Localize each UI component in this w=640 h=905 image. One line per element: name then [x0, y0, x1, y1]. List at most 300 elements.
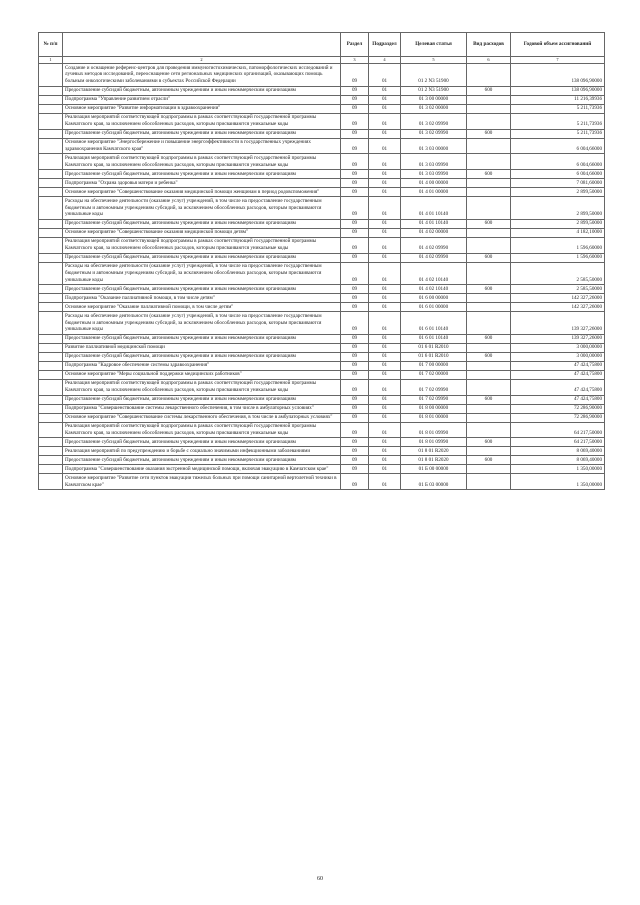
- cell-name: Основное мероприятие "Совершенствование оказания медицинской помощи детям": [63, 228, 341, 237]
- cell-statya: 01 4 02 10140: [401, 262, 467, 285]
- cell-podrazdel: 01: [369, 219, 401, 228]
- cell-sum: 3 000,00000: [511, 343, 605, 352]
- cell-podrazdel: 01: [369, 465, 401, 474]
- cell-sum: 8 069,40000: [511, 456, 605, 465]
- cell-vid: [467, 237, 511, 253]
- cell-podrazdel: 01: [369, 361, 401, 370]
- cell-number: [39, 312, 63, 335]
- cell-sum: 7 081,60000: [511, 179, 605, 188]
- cell-name: Основное мероприятие "Энергосбережение и повышение энергоэффективности в государственных учреждениях здравоохранения Камчатского края": [63, 138, 341, 154]
- cell-razdel: 09: [341, 154, 369, 170]
- cell-vid: 600: [467, 395, 511, 404]
- cell-vid: 600: [467, 285, 511, 294]
- cell-razdel: 09: [341, 113, 369, 129]
- cell-statya: 01 4 02 09990: [401, 237, 467, 253]
- cell-number: [39, 113, 63, 129]
- cell-name: Предоставление субсидий бюджетным, автономным учреждениям и иным некоммерческим организациям: [63, 438, 341, 447]
- cell-vid: 600: [467, 219, 511, 228]
- cell-podrazdel: 01: [369, 422, 401, 438]
- table-row: [39, 312, 605, 335]
- table-row: [39, 285, 605, 294]
- table-row: [39, 422, 605, 438]
- cell-number: [39, 361, 63, 370]
- table-row: [39, 197, 605, 220]
- cell-number: [39, 422, 63, 438]
- header-number: № п/п: [39, 33, 63, 57]
- header-sum: Годовой объем ассигнований: [511, 33, 605, 57]
- cell-podrazdel: 01: [369, 404, 401, 413]
- cell-number: [39, 303, 63, 312]
- cell-number: [39, 343, 63, 352]
- cell-number: [39, 413, 63, 422]
- cell-podrazdel: 01: [369, 413, 401, 422]
- cell-statya: 01 3 02 09990: [401, 113, 467, 129]
- cell-statya: 01 4 01 10140: [401, 197, 467, 220]
- cell-number: [39, 474, 63, 490]
- cell-vid: 600: [467, 170, 511, 179]
- cell-number: [39, 438, 63, 447]
- cell-podrazdel: 01: [369, 352, 401, 361]
- cell-sum: 6 004,66000: [511, 170, 605, 179]
- cell-name: Предоставление субсидий бюджетным, автономным учреждениям и иным некоммерческим организациям: [63, 395, 341, 404]
- cell-razdel: 09: [341, 129, 369, 138]
- cell-name: Предоставление субсидий бюджетным, автономным учреждениям и иным некоммерческим организациям: [63, 129, 341, 138]
- cell-name: Подпрограмма "Оказание паллиативной помощи, в том числе детям": [63, 294, 341, 303]
- cell-sum: 1 596,60000: [511, 237, 605, 253]
- cell-sum: 2 585,50000: [511, 262, 605, 285]
- cell-number: [39, 228, 63, 237]
- cell-name: Основное мероприятие "Оказание паллиативной помощи, в том числе детям": [63, 303, 341, 312]
- table-row: [39, 370, 605, 379]
- cell-vid: [467, 188, 511, 197]
- cell-number: [39, 64, 63, 87]
- cell-vid: [467, 370, 511, 379]
- cell-name: Реализация мероприятий соответствующей подпрограммы в рамках соответствующей государственной программы Камчатского края, за исключением обособленных расходов, которым присваиваются уникальные коды: [63, 154, 341, 170]
- cell-podrazdel: 01: [369, 312, 401, 335]
- cell-sum: 2 899,50000: [511, 219, 605, 228]
- column-numbers-row: [39, 57, 605, 64]
- cell-number: [39, 170, 63, 179]
- page-number: 60: [317, 876, 323, 882]
- cell-vid: [467, 154, 511, 170]
- cell-number: [39, 404, 63, 413]
- cell-number: [39, 379, 63, 395]
- cell-vid: [467, 113, 511, 129]
- cell-number: [39, 370, 63, 379]
- cell-statya: 01 7 02 09990: [401, 379, 467, 395]
- cell-name: Основное мероприятие "Развитие сети пунктов эвакуации тяжелых больных при помощи санитарной вертолетной техники в Камчатском крае": [63, 474, 341, 490]
- cell-sum: 72 286,90000: [511, 404, 605, 413]
- cell-razdel: 09: [341, 188, 369, 197]
- cell-number: [39, 86, 63, 95]
- table-row: [39, 404, 605, 413]
- table-row: [39, 86, 605, 95]
- cell-sum: 1 350,00000: [511, 474, 605, 490]
- cell-razdel: 09: [341, 228, 369, 237]
- cell-podrazdel: 01: [369, 113, 401, 129]
- cell-statya: 01 Б 03 00000: [401, 474, 467, 490]
- cell-statya: 01 6 01 10140: [401, 334, 467, 343]
- cell-podrazdel: 01: [369, 456, 401, 465]
- cell-vid: 600: [467, 334, 511, 343]
- cell-vid: 600: [467, 352, 511, 361]
- cell-vid: [467, 197, 511, 220]
- cell-podrazdel: 01: [369, 95, 401, 104]
- cell-name: Реализация мероприятий соответствующей подпрограммы в рамках соответствующей государственной программы Камчатского края, за исключением обособленных расходов, которым присваиваются уникальные коды: [63, 422, 341, 438]
- cell-statya: 01 3 03 09990: [401, 170, 467, 179]
- table-row: [39, 95, 605, 104]
- cell-statya: 01 6 01 R2010: [401, 343, 467, 352]
- cell-name: Подпрограмма "Совершенствование оказания экстренной медицинской помощи, включая эвакуацию в Камчатском крае": [63, 465, 341, 474]
- cell-name: Предоставление субсидий бюджетным, автономным учреждениям и иным некоммерческим организациям: [63, 219, 341, 228]
- cell-number: [39, 253, 63, 262]
- cell-vid: [467, 228, 511, 237]
- cell-name: Расходы на обеспечение деятельности (оказание услуг) учреждений, в том числе на предоставление государственным бюджетным и автономным учреждениям субсидий, за исключением обособленных расходов, которым присваиваются уникальные коды: [63, 312, 341, 335]
- cell-razdel: 09: [341, 253, 369, 262]
- cell-number: [39, 285, 63, 294]
- table-row: [39, 352, 605, 361]
- cell-razdel: 09: [341, 413, 369, 422]
- cell-number: [39, 237, 63, 253]
- column-number: 3: [341, 57, 369, 64]
- cell-sum: 1 596,60000: [511, 253, 605, 262]
- cell-sum: 47 424,75800: [511, 379, 605, 395]
- cell-sum: 5 211,73936: [511, 104, 605, 113]
- header-vid: Вид расходов: [467, 33, 511, 57]
- cell-statya: 01 4 02 09990: [401, 253, 467, 262]
- cell-name: Реализация мероприятий соответствующей подпрограммы в рамках соответствующей государственной программы Камчатского края, за исключением обособленных расходов, которым присваиваются уникальные коды: [63, 113, 341, 129]
- table-row: [39, 228, 605, 237]
- cell-statya: 01 8 01 R2020: [401, 447, 467, 456]
- cell-vid: [467, 465, 511, 474]
- cell-number: [39, 352, 63, 361]
- cell-podrazdel: 01: [369, 129, 401, 138]
- cell-number: [39, 465, 63, 474]
- cell-razdel: 09: [341, 379, 369, 395]
- cell-sum: 64 217,50000: [511, 438, 605, 447]
- cell-name: Реализация мероприятий соответствующей подпрограммы в рамках соответствующей государственной программы Камчатского края, за исключением обособленных расходов, которым присваиваются уникальные коды: [63, 379, 341, 395]
- header-name: [63, 33, 341, 57]
- cell-number: [39, 95, 63, 104]
- cell-podrazdel: 01: [369, 188, 401, 197]
- cell-statya: 01 7 02 09990: [401, 395, 467, 404]
- cell-podrazdel: 01: [369, 334, 401, 343]
- cell-sum: 6 004,66000: [511, 154, 605, 170]
- cell-podrazdel: 01: [369, 138, 401, 154]
- cell-podrazdel: 01: [369, 64, 401, 87]
- table-row: [39, 113, 605, 129]
- cell-name: Основное мероприятие "Совершенствование системы лекарственного обеспечения, в том числе в амбулаторных условиях": [63, 413, 341, 422]
- cell-razdel: 09: [341, 474, 369, 490]
- cell-sum: 5 211,73936: [511, 129, 605, 138]
- cell-number: [39, 262, 63, 285]
- cell-statya: 01 8 01 09990: [401, 422, 467, 438]
- cell-vid: [467, 422, 511, 438]
- cell-sum: 4 182,10000: [511, 228, 605, 237]
- cell-vid: 600: [467, 86, 511, 95]
- column-number: 4: [369, 57, 401, 64]
- cell-statya: 01 7 02 00000: [401, 370, 467, 379]
- table-row: [39, 219, 605, 228]
- cell-sum: 139 327,26000: [511, 334, 605, 343]
- cell-razdel: 09: [341, 370, 369, 379]
- cell-podrazdel: 01: [369, 228, 401, 237]
- cell-razdel: 09: [341, 237, 369, 253]
- cell-razdel: 09: [341, 422, 369, 438]
- cell-number: [39, 456, 63, 465]
- cell-name: Подпрограмма "Охрана здоровья матери и ребенка": [63, 179, 341, 188]
- table-row: [39, 474, 605, 490]
- cell-razdel: 09: [341, 447, 369, 456]
- table-row: [39, 413, 605, 422]
- table-row: [39, 438, 605, 447]
- cell-razdel: 09: [341, 197, 369, 220]
- cell-statya: 01 4 02 00000: [401, 228, 467, 237]
- cell-vid: [467, 104, 511, 113]
- cell-razdel: 09: [341, 95, 369, 104]
- cell-vid: 600: [467, 438, 511, 447]
- cell-vid: 600: [467, 456, 511, 465]
- cell-name: Предоставление субсидий бюджетным, автономным учреждениям и иным некоммерческим организациям: [63, 456, 341, 465]
- cell-sum: 138 096,90000: [511, 64, 605, 87]
- cell-name: Предоставление субсидий бюджетным, автономным учреждениям и иным некоммерческим организациям: [63, 334, 341, 343]
- cell-name: Подпрограмма "Совершенствование системы лекарственного обеспечения, в том числе в амбулаторных условиях": [63, 404, 341, 413]
- cell-sum: 142 327,26000: [511, 294, 605, 303]
- cell-statya: 01 3 03 00000: [401, 138, 467, 154]
- cell-vid: [467, 262, 511, 285]
- table-row: [39, 303, 605, 312]
- cell-number: [39, 294, 63, 303]
- cell-podrazdel: 01: [369, 379, 401, 395]
- cell-statya: 01 6 01 00000: [401, 303, 467, 312]
- cell-podrazdel: 01: [369, 438, 401, 447]
- table-row: [39, 294, 605, 303]
- cell-sum: 6 004,66000: [511, 138, 605, 154]
- cell-vid: [467, 294, 511, 303]
- cell-vid: [467, 379, 511, 395]
- cell-statya: 01 8 01 R2020: [401, 456, 467, 465]
- cell-number: [39, 219, 63, 228]
- cell-razdel: 09: [341, 404, 369, 413]
- cell-name: Предоставление субсидий бюджетным, автономным учреждениям и иным некоммерческим организациям: [63, 86, 341, 95]
- table-row: [39, 465, 605, 474]
- cell-statya: 01 3 03 09990: [401, 154, 467, 170]
- cell-sum: 2 899,50000: [511, 197, 605, 220]
- cell-statya: 01 4 01 10140: [401, 219, 467, 228]
- cell-number: [39, 188, 63, 197]
- table-row: [39, 179, 605, 188]
- cell-vid: [467, 138, 511, 154]
- cell-vid: 600: [467, 253, 511, 262]
- cell-razdel: 09: [341, 104, 369, 113]
- cell-podrazdel: 01: [369, 303, 401, 312]
- budget-table: [38, 32, 605, 490]
- cell-number: [39, 447, 63, 456]
- cell-sum: 5 211,73936: [511, 113, 605, 129]
- cell-podrazdel: 01: [369, 343, 401, 352]
- cell-statya: 01 8 01 00000: [401, 413, 467, 422]
- cell-statya: 01 2 N3 51900: [401, 86, 467, 95]
- cell-vid: [467, 303, 511, 312]
- cell-sum: 72 286,90000: [511, 413, 605, 422]
- cell-vid: [467, 404, 511, 413]
- table-row: [39, 64, 605, 87]
- cell-razdel: 09: [341, 179, 369, 188]
- cell-podrazdel: 01: [369, 294, 401, 303]
- cell-podrazdel: 01: [369, 237, 401, 253]
- cell-vid: [467, 312, 511, 335]
- table-row: [39, 379, 605, 395]
- cell-sum: 47 424,75800: [511, 361, 605, 370]
- cell-razdel: 09: [341, 465, 369, 474]
- cell-name: Подпрограмма "Кадровое обеспечение системы здравоохранения": [63, 361, 341, 370]
- cell-statya: 01 8 01 09990: [401, 438, 467, 447]
- cell-number: [39, 395, 63, 404]
- cell-statya: 01 3 02 09990: [401, 129, 467, 138]
- table-row: [39, 188, 605, 197]
- cell-podrazdel: 01: [369, 474, 401, 490]
- cell-sum: 138 096,90000: [511, 86, 605, 95]
- cell-name: Основное мероприятие "Совершенствование оказания медицинской помощи женщинам в период родовспоможения": [63, 188, 341, 197]
- cell-number: [39, 104, 63, 113]
- header-statya: Целевая статья: [401, 33, 467, 57]
- table-row: [39, 129, 605, 138]
- cell-number: [39, 179, 63, 188]
- table-row: [39, 138, 605, 154]
- cell-name: Расходы на обеспечение деятельности (оказание услуг) учреждений, в том числе на предоставление государственным бюджетным и автономным учреждениям субсидий, за исключением обособленных расходов, которым присваиваются уникальные коды: [63, 262, 341, 285]
- cell-name: Предоставление субсидий бюджетным, автономным учреждениям и иным некоммерческим организациям: [63, 170, 341, 179]
- table-row: [39, 237, 605, 253]
- cell-vid: [467, 64, 511, 87]
- column-number: 6: [467, 57, 511, 64]
- cell-sum: 11 216,39936: [511, 95, 605, 104]
- table-row: [39, 104, 605, 113]
- cell-statya: 01 4 02 10140: [401, 285, 467, 294]
- cell-vid: [467, 343, 511, 352]
- cell-name: Подпрограмма "Управление развитием отрасли": [63, 95, 341, 104]
- column-number: 5: [401, 57, 467, 64]
- cell-name: Создание и оснащение референс-центров для проведения иммуногистохимических, патоморфологических исследований и лучевых методов исследований, переоснащение сети региональных медицинских организаций, оказывающих помощь больным онкологическими заболеваниями в субъектах Российской Федерации: [63, 64, 341, 87]
- cell-statya: 01 6 01 R2010: [401, 352, 467, 361]
- table-row: [39, 361, 605, 370]
- cell-podrazdel: 01: [369, 179, 401, 188]
- cell-razdel: 09: [341, 262, 369, 285]
- cell-razdel: 09: [341, 285, 369, 294]
- header-razdel: Раздел: [341, 33, 369, 57]
- cell-podrazdel: 01: [369, 154, 401, 170]
- table-row: [39, 253, 605, 262]
- cell-sum: 8 069,40000: [511, 447, 605, 456]
- cell-statya: 01 Б 00 00000: [401, 465, 467, 474]
- cell-number: [39, 129, 63, 138]
- cell-razdel: 09: [341, 352, 369, 361]
- table-row: [39, 447, 605, 456]
- cell-sum: 2 899,50000: [511, 188, 605, 197]
- cell-vid: [467, 474, 511, 490]
- cell-podrazdel: 01: [369, 395, 401, 404]
- cell-vid: [467, 95, 511, 104]
- column-number: 2: [63, 57, 341, 64]
- cell-vid: [467, 361, 511, 370]
- column-number: 1: [39, 57, 63, 64]
- cell-razdel: 09: [341, 361, 369, 370]
- cell-podrazdel: 01: [369, 197, 401, 220]
- cell-statya: 01 4 00 00000: [401, 179, 467, 188]
- header-podrazdel: Подраздел: [369, 33, 401, 57]
- cell-name: Развитие паллиативной медицинской помощи: [63, 343, 341, 352]
- cell-vid: [467, 179, 511, 188]
- cell-name: Предоставление субсидий бюджетным, автономным учреждениям и иным некоммерческим организациям: [63, 352, 341, 361]
- cell-razdel: 09: [341, 343, 369, 352]
- table-header-row: [39, 33, 605, 57]
- cell-sum: 64 217,50000: [511, 422, 605, 438]
- cell-razdel: 09: [341, 64, 369, 87]
- cell-razdel: 09: [341, 86, 369, 95]
- cell-podrazdel: 01: [369, 86, 401, 95]
- cell-statya: 01 2 N3 51900: [401, 64, 467, 87]
- table-body: [39, 64, 605, 490]
- cell-podrazdel: 01: [369, 447, 401, 456]
- table-row: [39, 334, 605, 343]
- cell-razdel: 09: [341, 312, 369, 335]
- table-row: [39, 262, 605, 285]
- cell-vid: [467, 447, 511, 456]
- cell-podrazdel: 01: [369, 285, 401, 294]
- table-row: [39, 343, 605, 352]
- table-row: [39, 170, 605, 179]
- cell-number: [39, 154, 63, 170]
- cell-name: Предоставление субсидий бюджетным, автономным учреждениям и иным некоммерческим организациям: [63, 285, 341, 294]
- cell-statya: 01 6 01 10140: [401, 312, 467, 335]
- cell-sum: 2 585,50000: [511, 285, 605, 294]
- cell-razdel: 09: [341, 456, 369, 465]
- column-number: 7: [511, 57, 605, 64]
- cell-name: Основное мероприятие "Развитие информатизации в здравоохранении": [63, 104, 341, 113]
- cell-name: Основное мероприятие "Меры социальной поддержки медицинских работников": [63, 370, 341, 379]
- cell-podrazdel: 01: [369, 253, 401, 262]
- cell-statya: 01 8 00 00000: [401, 404, 467, 413]
- cell-sum: 139 327,26000: [511, 312, 605, 335]
- cell-vid: [467, 413, 511, 422]
- cell-podrazdel: 01: [369, 104, 401, 113]
- cell-number: [39, 197, 63, 220]
- cell-podrazdel: 01: [369, 370, 401, 379]
- cell-sum: 47 424,75800: [511, 370, 605, 379]
- table-row: [39, 154, 605, 170]
- cell-razdel: 09: [341, 303, 369, 312]
- cell-sum: 1 350,00000: [511, 465, 605, 474]
- cell-razdel: 09: [341, 395, 369, 404]
- cell-number: [39, 334, 63, 343]
- cell-razdel: 09: [341, 294, 369, 303]
- cell-razdel: 09: [341, 138, 369, 154]
- cell-name: Предоставление субсидий бюджетным, автономным учреждениям и иным некоммерческим организациям: [63, 253, 341, 262]
- cell-razdel: 09: [341, 438, 369, 447]
- table-row: [39, 395, 605, 404]
- cell-razdel: 09: [341, 334, 369, 343]
- cell-razdel: 09: [341, 219, 369, 228]
- cell-name: Расходы на обеспечение деятельности (оказание услуг) учреждений, в том числе на предоставление государственным бюджетным и автономным учреждениям субсидий, за исключением обособленных расходов, которым присваиваются уникальные коды: [63, 197, 341, 220]
- cell-statya: 01 3 00 00000: [401, 95, 467, 104]
- cell-podrazdel: 01: [369, 170, 401, 179]
- cell-statya: 01 6 00 00000: [401, 294, 467, 303]
- cell-sum: 142 327,26000: [511, 303, 605, 312]
- cell-statya: 01 4 01 00000: [401, 188, 467, 197]
- cell-sum: 47 424,75800: [511, 395, 605, 404]
- cell-statya: 01 3 02 00000: [401, 104, 467, 113]
- table-row: [39, 456, 605, 465]
- cell-sum: 3 000,00000: [511, 352, 605, 361]
